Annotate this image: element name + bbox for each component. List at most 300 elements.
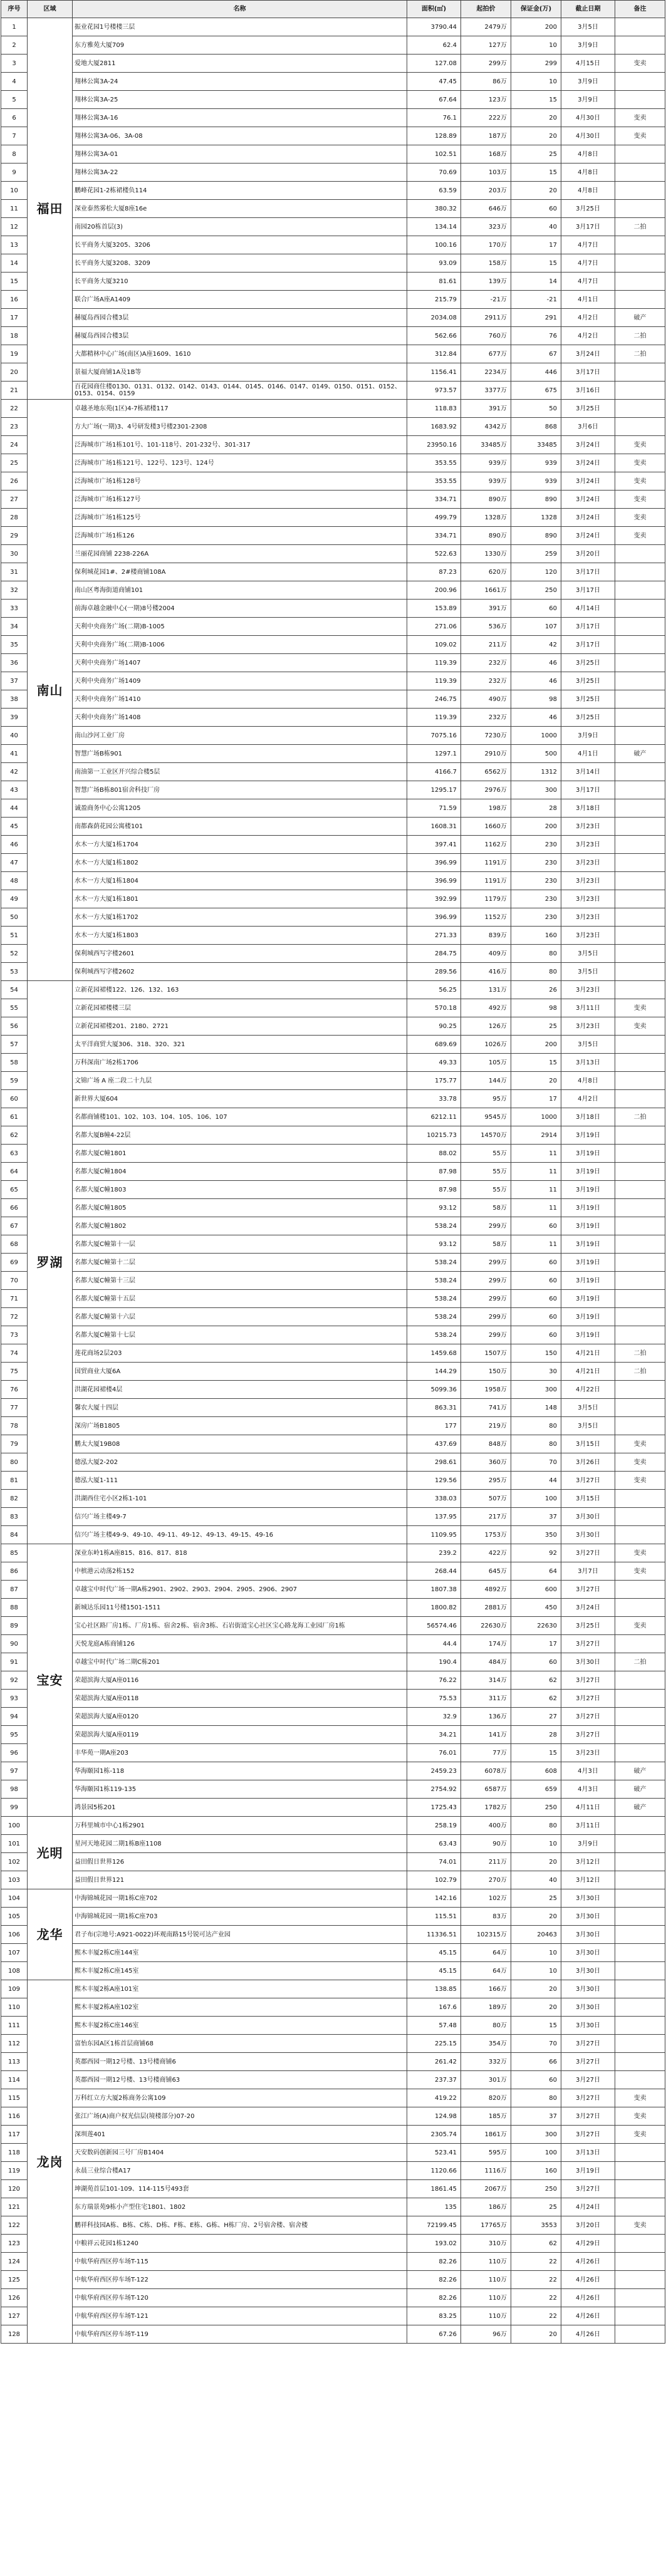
cell-deadline: 4月7日: [561, 273, 615, 291]
cell-name: 熙木丰厦2栋A座101室: [73, 1980, 407, 1998]
cell-area: 562.66: [407, 327, 461, 345]
cell-note: [615, 1163, 665, 1181]
cell-index: 38: [1, 690, 28, 709]
cell-deposit: 107: [511, 618, 561, 636]
cell-note: [615, 690, 665, 709]
cell-deadline: 4月11日: [561, 1799, 615, 1817]
cell-deposit: 98: [511, 690, 561, 709]
cell-deposit: 80: [511, 963, 561, 981]
table-row: [1, 690, 665, 709]
cell-area: 144.29: [407, 1363, 461, 1381]
cell-name: 深房广场B1805: [73, 1417, 407, 1435]
cell-deadline: 3月13日: [561, 1054, 615, 1072]
cell-name: 鹏祥科技园A栋、B栋、C栋、D栋、F栋、E栋、G栋、H栋厂房、2号宿舍楼、宿舍楼: [73, 2216, 407, 2235]
cell-deposit: 37: [511, 2107, 561, 2126]
cell-area: 90.25: [407, 1017, 461, 1036]
cell-area: 268.44: [407, 1562, 461, 1581]
cell-note: [615, 908, 665, 927]
cell-deposit: 11: [511, 1145, 561, 1163]
cell-start-price: 105万: [461, 1054, 511, 1072]
cell-deadline: 3月5日: [561, 945, 615, 963]
cell-deposit: 80: [511, 945, 561, 963]
cell-area: 57.48: [407, 2017, 461, 2035]
cell-index: 53: [1, 963, 28, 981]
cell-name: 诚盈商务中心公寓1205: [73, 799, 407, 818]
cell-note: [615, 2017, 665, 2035]
cell-start-price: 203万: [461, 182, 511, 200]
cell-area: 167.6: [407, 1998, 461, 2017]
cell-index: 6: [1, 109, 28, 127]
table-row: [1, 363, 665, 382]
cell-index: 127: [1, 2307, 28, 2325]
cell-start-price: 55万: [461, 1145, 511, 1163]
cell-deadline: 3月17日: [561, 636, 615, 654]
cell-start-price: 299万: [461, 55, 511, 73]
cell-note: [615, 36, 665, 55]
table-row: [1, 581, 665, 600]
cell-name: 熙木丰厦2栋C座144室: [73, 1944, 407, 1962]
cell-name: 中海锦城花园一期1栋C座702: [73, 1889, 407, 1908]
cell-start-price: 1152万: [461, 908, 511, 927]
cell-area: 7075.16: [407, 727, 461, 745]
cell-index: 119: [1, 2162, 28, 2180]
cell-index: 88: [1, 1599, 28, 1617]
table-row: [1, 1762, 665, 1780]
cell-index: 96: [1, 1744, 28, 1762]
table-row: [1, 1544, 665, 1562]
cell-name: 立新花园裙楼201、2180、2721: [73, 1017, 407, 1036]
cell-start-price: 123万: [461, 91, 511, 109]
cell-deposit: 10: [511, 36, 561, 55]
cell-start-price: 484万: [461, 1653, 511, 1671]
cell-deposit: 500: [511, 745, 561, 763]
cell-start-price: 4892万: [461, 1581, 511, 1599]
cell-deadline: 4月1日: [561, 745, 615, 763]
cell-deposit: 44: [511, 1472, 561, 1490]
cell-start-price: 64万: [461, 1962, 511, 1980]
cell-note: [615, 1635, 665, 1653]
cell-index: 101: [1, 1835, 28, 1853]
cell-start-price: 1507万: [461, 1344, 511, 1363]
cell-start-price: 187万: [461, 127, 511, 145]
cell-start-price: 295万: [461, 1472, 511, 1490]
cell-area: 689.69: [407, 1036, 461, 1054]
cell-index: 3: [1, 55, 28, 73]
cell-note: [615, 1181, 665, 1199]
table-row: [1, 1653, 665, 1671]
cell-deposit: 46: [511, 672, 561, 690]
cell-name: 翔林公寓3A-16: [73, 109, 407, 127]
cell-area: 11336.51: [407, 1926, 461, 1944]
table-row: [1, 1254, 665, 1272]
cell-index: 23: [1, 418, 28, 436]
cell-deposit: 25: [511, 1017, 561, 1036]
cell-deposit: 10: [511, 1944, 561, 1962]
table-row: [1, 636, 665, 654]
table-row: [1, 1290, 665, 1308]
cell-name: 泛海城市广场1栋127号: [73, 491, 407, 509]
cell-area: 33.78: [407, 1090, 461, 1108]
cell-start-price: 890万: [461, 491, 511, 509]
cell-deadline: 3月30日: [561, 1926, 615, 1944]
cell-note: [615, 654, 665, 672]
table-row: [1, 654, 665, 672]
cell-start-price: 110万: [461, 2253, 511, 2271]
cell-name: 泛海城市广场1栋125号: [73, 509, 407, 527]
table-row: [1, 2144, 665, 2162]
cell-name: 深业东岭1栋A座815、816、817、818: [73, 1544, 407, 1562]
cell-note: [615, 2180, 665, 2198]
table-row: [1, 1635, 665, 1653]
cell-note: [615, 1145, 665, 1163]
header-area: 面积(㎡): [407, 1, 461, 18]
cell-area: 49.33: [407, 1054, 461, 1072]
cell-deadline: 3月18日: [561, 1108, 615, 1126]
cell-note: [615, 1490, 665, 1508]
cell-deposit: 148: [511, 1399, 561, 1417]
cell-start-price: 136万: [461, 1708, 511, 1726]
cell-deadline: 3月30日: [561, 1889, 615, 1908]
cell-deadline: 4月8日: [561, 145, 615, 164]
cell-start-price: 1861万: [461, 2126, 511, 2144]
cell-note: 变卖: [615, 55, 665, 73]
cell-deadline: 4月7日: [561, 254, 615, 273]
cell-start-price: 820万: [461, 2089, 511, 2107]
cell-start-price: 939万: [461, 454, 511, 472]
cell-index: 93: [1, 1690, 28, 1708]
cell-deadline: 4月8日: [561, 182, 615, 200]
cell-deposit: 60: [511, 1272, 561, 1290]
cell-note: [615, 1744, 665, 1762]
cell-note: [615, 2325, 665, 2344]
cell-start-price: 150万: [461, 1363, 511, 1381]
cell-deadline: 3月12日: [561, 1871, 615, 1889]
cell-deposit: 20: [511, 1980, 561, 1998]
cell-note: [615, 1708, 665, 1726]
table-row: [1, 1726, 665, 1744]
header-row: [1, 1, 665, 18]
cell-start-price: 492万: [461, 999, 511, 1017]
cell-start-price: 186万: [461, 2198, 511, 2216]
cell-deadline: 3月19日: [561, 2162, 615, 2180]
cell-deadline: 3月24日: [561, 454, 615, 472]
cell-note: [615, 400, 665, 418]
cell-area: 523.41: [407, 2144, 461, 2162]
cell-note: 二拍: [615, 1363, 665, 1381]
cell-area: 134.14: [407, 218, 461, 236]
cell-name: 洪湖西住宅小区2栋1-101: [73, 1490, 407, 1508]
cell-area: 76.22: [407, 1671, 461, 1690]
cell-index: 41: [1, 745, 28, 763]
table-row: [1, 1780, 665, 1799]
cell-note: [615, 1926, 665, 1944]
cell-note: [615, 1217, 665, 1235]
cell-deposit: 250: [511, 1799, 561, 1817]
cell-index: 104: [1, 1889, 28, 1908]
cell-area: 153.89: [407, 600, 461, 618]
cell-start-price: 110万: [461, 2271, 511, 2289]
table-row: [1, 36, 665, 55]
cell-area: 2305.74: [407, 2126, 461, 2144]
cell-note: 破产: [615, 1762, 665, 1780]
cell-deadline: 3月19日: [561, 1217, 615, 1235]
cell-index: 48: [1, 872, 28, 890]
cell-area: 45.15: [407, 1944, 461, 1962]
table-row: [1, 1199, 665, 1217]
cell-name: 翔林公寓3A-06、3A-08: [73, 127, 407, 145]
cell-note: 变卖: [615, 2107, 665, 2126]
cell-deposit: 60: [511, 1290, 561, 1308]
cell-index: 108: [1, 1962, 28, 1980]
table-row: [1, 2307, 665, 2325]
cell-deadline: 3月19日: [561, 1254, 615, 1272]
cell-deadline: 4月2日: [561, 327, 615, 345]
cell-name: 益田假日世界121: [73, 1871, 407, 1889]
cell-note: [615, 945, 665, 963]
cell-start-price: 391万: [461, 400, 511, 418]
cell-note: [615, 727, 665, 745]
cell-deposit: 100: [511, 1490, 561, 1508]
cell-index: 26: [1, 472, 28, 491]
cell-deposit: 1328: [511, 509, 561, 527]
table-row: [1, 1381, 665, 1399]
cell-start-price: 270万: [461, 1871, 511, 1889]
cell-start-price: 536万: [461, 618, 511, 636]
cell-index: 33: [1, 600, 28, 618]
cell-start-price: 2881万: [461, 1599, 511, 1617]
cell-index: 35: [1, 636, 28, 654]
cell-area: 538.24: [407, 1272, 461, 1290]
cell-note: [615, 1508, 665, 1526]
cell-name: 荣超滨海大厦A座0119: [73, 1726, 407, 1744]
cell-deposit: 25: [511, 1889, 561, 1908]
cell-index: 117: [1, 2126, 28, 2144]
cell-deposit: 92: [511, 1544, 561, 1562]
cell-index: 51: [1, 927, 28, 945]
cell-index: 11: [1, 200, 28, 218]
cell-area: 3790.44: [407, 18, 461, 36]
cell-start-price: 939万: [461, 472, 511, 491]
cell-area: 2459.23: [407, 1762, 461, 1780]
cell-area: 1459.68: [407, 1344, 461, 1363]
district-label: 南山: [28, 400, 73, 981]
cell-deposit: 890: [511, 491, 561, 509]
cell-start-price: 2976万: [461, 781, 511, 799]
cell-name: 深业泰然雾松大厦8座16e: [73, 200, 407, 218]
cell-start-price: 645万: [461, 1562, 511, 1581]
cell-start-price: 22630万: [461, 1617, 511, 1635]
cell-note: [615, 618, 665, 636]
table-row: [1, 327, 665, 345]
cell-index: 45: [1, 818, 28, 836]
cell-index: 2: [1, 36, 28, 55]
table-row: [1, 218, 665, 236]
cell-area: 74.01: [407, 1853, 461, 1871]
cell-note: [615, 18, 665, 36]
cell-area: 76.1: [407, 109, 461, 127]
cell-deposit: 299: [511, 55, 561, 73]
cell-area: 397.41: [407, 836, 461, 854]
cell-start-price: 507万: [461, 1490, 511, 1508]
cell-start-price: 219万: [461, 1417, 511, 1435]
cell-note: [615, 1399, 665, 1417]
cell-deadline: 3月30日: [561, 1998, 615, 2017]
cell-name: 名都大厦C幢第十三层: [73, 1272, 407, 1290]
cell-name: 泛海城市广场1栋128号: [73, 472, 407, 491]
cell-deadline: 3月27日: [561, 2035, 615, 2053]
cell-deposit: 67: [511, 345, 561, 363]
cell-index: 91: [1, 1653, 28, 1671]
cell-index: 39: [1, 709, 28, 727]
cell-deadline: 3月13日: [561, 2144, 615, 2162]
cell-note: [615, 1417, 665, 1435]
cell-start-price: 1026万: [461, 1036, 511, 1054]
cell-deadline: 3月5日: [561, 18, 615, 36]
cell-deadline: 3月30日: [561, 1526, 615, 1544]
cell-area: 396.99: [407, 908, 461, 927]
cell-area: 538.24: [407, 1308, 461, 1326]
cell-start-price: 232万: [461, 709, 511, 727]
cell-index: 124: [1, 2253, 28, 2271]
table-row: [1, 73, 665, 91]
cell-start-price: 311万: [461, 1690, 511, 1708]
cell-note: [615, 1908, 665, 1926]
cell-name: 荣超滨海大厦A座0120: [73, 1708, 407, 1726]
cell-name: 立新花园裙楼楼三层: [73, 999, 407, 1017]
cell-name: 中航华府西区停车场T-121: [73, 2307, 407, 2325]
cell-index: 50: [1, 908, 28, 927]
cell-index: 31: [1, 563, 28, 581]
cell-area: 258.19: [407, 1817, 461, 1835]
cell-deposit: 80: [511, 2089, 561, 2107]
cell-index: 86: [1, 1562, 28, 1581]
cell-area: 215.79: [407, 291, 461, 309]
cell-note: [615, 2235, 665, 2253]
cell-deadline: 3月27日: [561, 2053, 615, 2071]
cell-note: 变卖: [615, 491, 665, 509]
cell-note: [615, 418, 665, 436]
table-row: [1, 472, 665, 491]
table-row: [1, 1235, 665, 1254]
cell-note: [615, 382, 665, 400]
cell-note: 二拍: [615, 345, 665, 363]
cell-area: 138.85: [407, 1980, 461, 1998]
cell-area: 63.43: [407, 1835, 461, 1853]
cell-deposit: 300: [511, 2126, 561, 2144]
cell-deadline: 3月19日: [561, 1290, 615, 1308]
table-row: [1, 182, 665, 200]
cell-deadline: 4月3日: [561, 1780, 615, 1799]
cell-note: [615, 2144, 665, 2162]
cell-start-price: 168万: [461, 145, 511, 164]
cell-index: 12: [1, 218, 28, 236]
table-row: [1, 727, 665, 745]
table-row: [1, 854, 665, 872]
cell-name: 华海颐园1栋-118: [73, 1762, 407, 1780]
cell-deposit: 15: [511, 91, 561, 109]
cell-index: 60: [1, 1090, 28, 1108]
table-row: [1, 18, 665, 36]
table-row: [1, 127, 665, 145]
table-row: [1, 1508, 665, 1526]
cell-deadline: 4月2日: [561, 309, 615, 327]
cell-area: 70.69: [407, 164, 461, 182]
cell-name: 华海颐园1栋119-135: [73, 1780, 407, 1799]
table-row: [1, 1344, 665, 1363]
cell-deadline: 4月8日: [561, 164, 615, 182]
cell-note: [615, 1998, 665, 2017]
cell-deposit: 1000: [511, 1108, 561, 1126]
table-row: [1, 1126, 665, 1145]
cell-start-price: 1782万: [461, 1799, 511, 1817]
cell-deadline: 4月2日: [561, 1090, 615, 1108]
cell-name: 德泓大厦1-111: [73, 1472, 407, 1490]
cell-deposit: 300: [511, 781, 561, 799]
cell-area: 225.15: [407, 2035, 461, 2053]
cell-deadline: 3月17日: [561, 781, 615, 799]
cell-deadline: 3月17日: [561, 563, 615, 581]
cell-area: 32.9: [407, 1708, 461, 1726]
cell-note: [615, 818, 665, 836]
cell-note: [615, 836, 665, 854]
cell-deadline: 3月24日: [561, 436, 615, 454]
cell-note: [615, 636, 665, 654]
cell-name: 智慧广场B栋801宿舍科技厂房: [73, 781, 407, 799]
cell-deposit: 10: [511, 1962, 561, 1980]
cell-area: 142.16: [407, 1889, 461, 1908]
table-row: [1, 1108, 665, 1126]
table-row: [1, 1980, 665, 1998]
cell-note: [615, 1853, 665, 1871]
table-row: [1, 908, 665, 927]
cell-note: [615, 2053, 665, 2071]
cell-area: 177: [407, 1417, 461, 1435]
cell-deposit: 15: [511, 254, 561, 273]
cell-area: 44.4: [407, 1635, 461, 1653]
cell-index: 128: [1, 2325, 28, 2344]
cell-note: [615, 981, 665, 999]
cell-name: 信兴广场主楼49-7: [73, 1508, 407, 1526]
table-row: [1, 1853, 665, 1871]
cell-deposit: 11: [511, 1199, 561, 1217]
cell-index: 22: [1, 400, 28, 418]
cell-note: [615, 763, 665, 781]
table-row: [1, 981, 665, 999]
cell-deposit: 10: [511, 73, 561, 91]
table-row: [1, 563, 665, 581]
cell-deposit: 200: [511, 1036, 561, 1054]
cell-area: 1800.82: [407, 1599, 461, 1617]
cell-note: [615, 890, 665, 908]
cell-name: 水木一方大厦1栋1803: [73, 927, 407, 945]
header-district: 区域: [28, 1, 73, 18]
cell-deadline: 3月23日: [561, 1017, 615, 1036]
cell-note: [615, 1381, 665, 1399]
cell-deadline: 4月26日: [561, 2253, 615, 2271]
cell-deposit: 62: [511, 1671, 561, 1690]
cell-start-price: 232万: [461, 672, 511, 690]
cell-deadline: 3月19日: [561, 1163, 615, 1181]
cell-index: 61: [1, 1108, 28, 1126]
table-row: [1, 1817, 665, 1835]
cell-area: 81.61: [407, 273, 461, 291]
cell-start-price: 144万: [461, 1072, 511, 1090]
cell-name: 新世界大厦604: [73, 1090, 407, 1108]
cell-start-price: 58万: [461, 1235, 511, 1254]
cell-name: 熙木丰厦2栋A座102室: [73, 1998, 407, 2017]
cell-deadline: 3月20日: [561, 2216, 615, 2235]
cell-area: 34.21: [407, 1726, 461, 1744]
